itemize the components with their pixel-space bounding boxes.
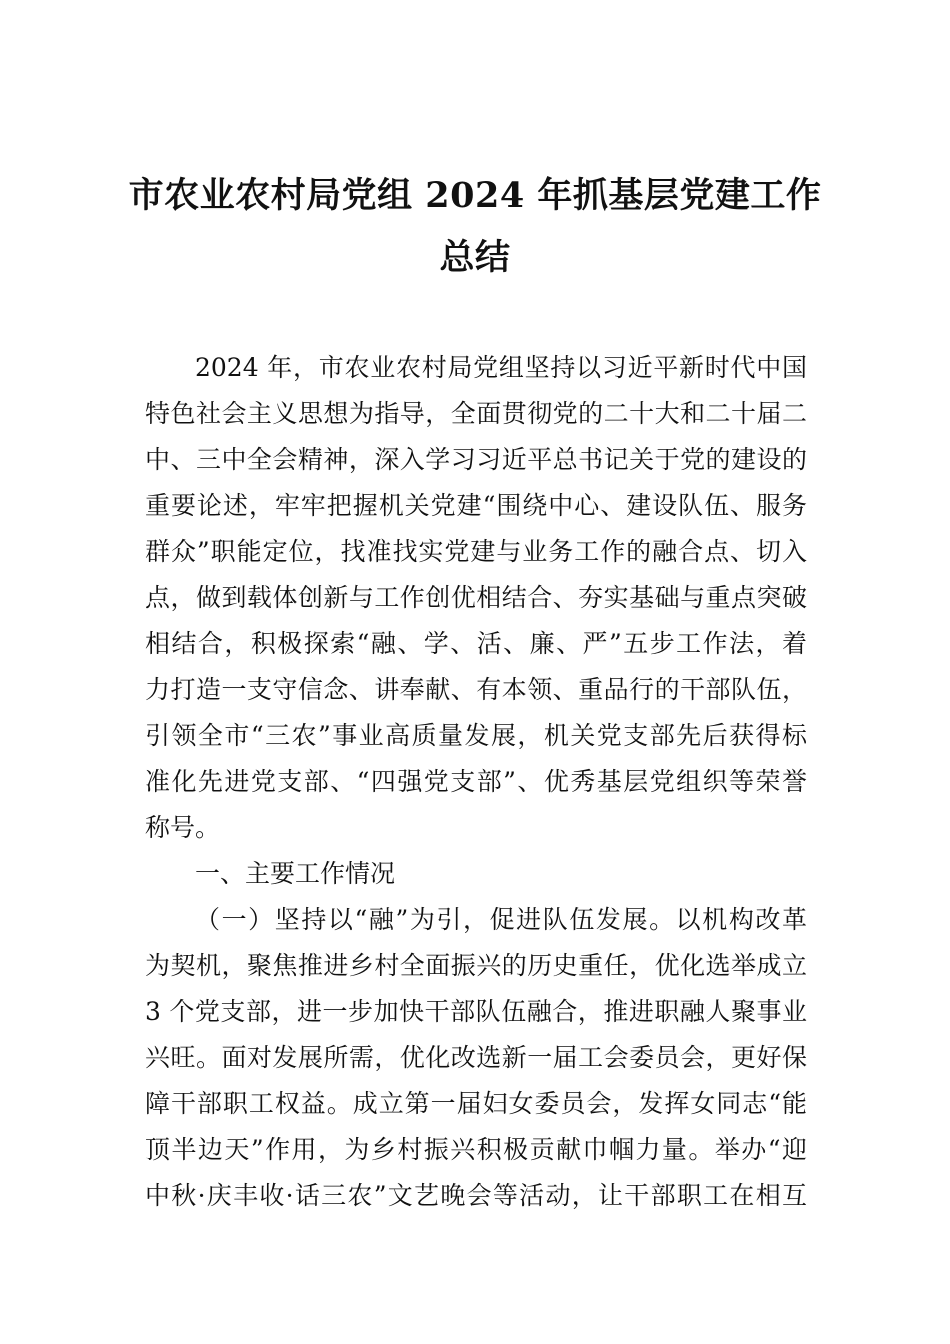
document-body: [145, 345, 807, 1219]
document-title: [120, 165, 830, 289]
section-paragraph-line: 中秋·庆丰收·话三农”文艺晚会等活动，让干部职工在相互: [145, 1181, 807, 1210]
title-line: 市农业农村局党组 2024 年抓基层党建工作: [128, 175, 822, 216]
section-heading: 一、主要工作情况: [195, 859, 396, 888]
section-paragraph-line: （一）坚持以“融”为引，促进队伍发展。以机构改革: [195, 905, 807, 934]
intro-paragraph-line: 引领全市“三农”事业高质量发展，机关党支部先后获得标: [145, 721, 807, 750]
section-paragraph-line: 顶半边天”作用，为乡村振兴积极贡献巾帼力量。举办“迎: [145, 1135, 807, 1164]
intro-paragraph-line: 群众”职能定位，找准找实党建与业务工作的融合点、切入: [145, 537, 807, 566]
intro-paragraph-line: 称号。: [145, 813, 221, 842]
intro-paragraph-line: 特色社会主义思想为指导，全面贯彻党的二十大和二十届二: [145, 399, 807, 428]
section-paragraph-line: 3 个党支部，进一步加快干部队伍融合，推进职融人聚事业: [145, 997, 807, 1026]
intro-paragraph-line: 2024 年，市农业农村局党组坚持以习近平新时代中国: [195, 353, 807, 382]
intro-paragraph-line: 中、三中全会精神，深入学习习近平总书记关于党的建设的: [145, 445, 807, 474]
title-line: 总结: [439, 237, 511, 278]
intro-paragraph-line: 点，做到载体创新与工作创优相结合、夯实基础与重点突破: [145, 583, 807, 612]
section-paragraph-line: 为契机，聚焦推进乡村全面振兴的历史重任，优化选举成立: [145, 951, 807, 980]
intro-paragraph-line: 力打造一支守信念、讲奉献、有本领、重品行的干部队伍，: [145, 675, 807, 704]
section-paragraph-line: 障干部职工权益。成立第一届妇女委员会，发挥女同志“能: [145, 1089, 807, 1118]
intro-paragraph-line: 重要论述，牢牢把握机关党建“围绕中心、建设队伍、服务: [145, 491, 807, 520]
section-paragraph-line: 兴旺。面对发展所需，优化改选新一届工会委员会，更好保: [145, 1043, 807, 1072]
intro-paragraph-line: 准化先进党支部、“四强党支部”、优秀基层党组织等荣誉: [145, 767, 807, 796]
intro-paragraph-line: 相结合，积极探索“融、学、活、廉、严”五步工作法，着: [145, 629, 807, 658]
